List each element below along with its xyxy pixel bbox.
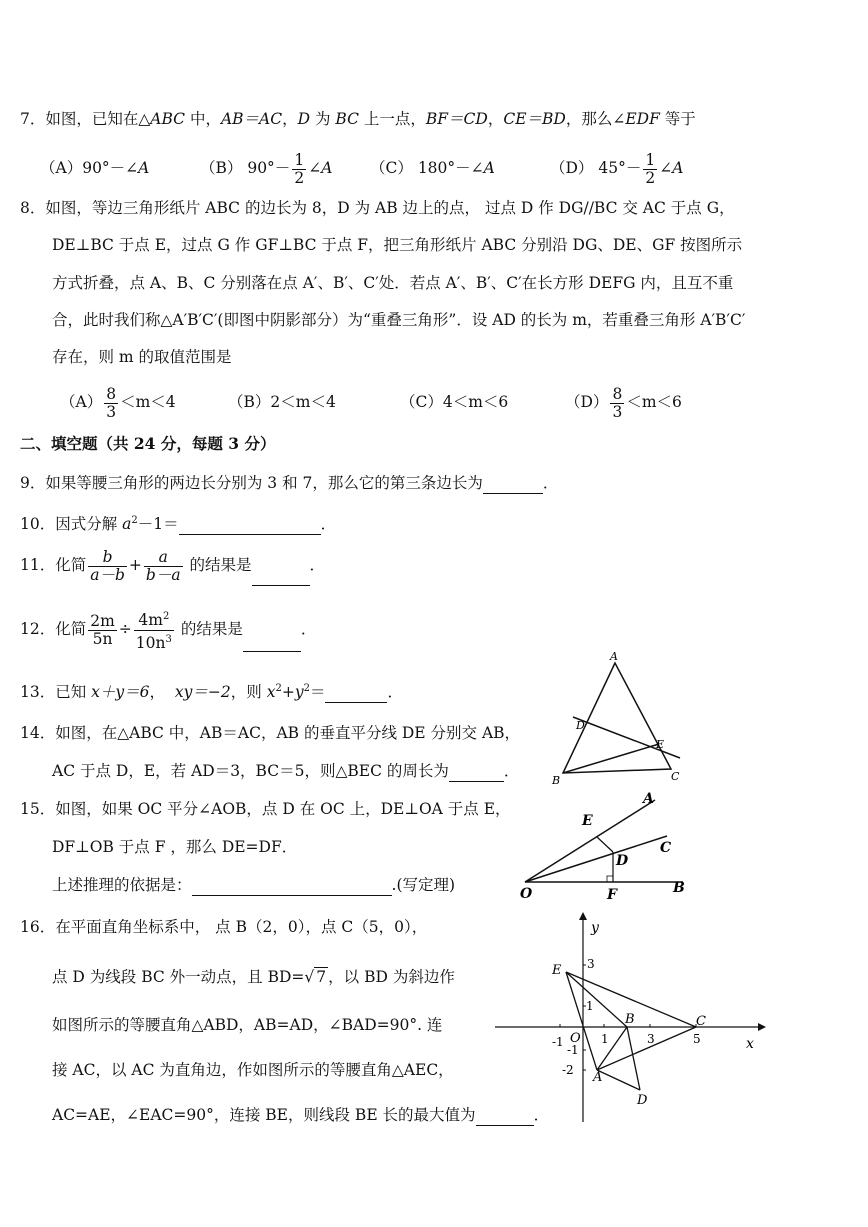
section-title: 二、填空题（共 24 分，每题 3 分）: [20, 434, 276, 453]
tick-1y: 1: [586, 999, 594, 1013]
q16-line-4: 接 AC，以 AC 为直角边，作如图所示的等腰直角△AEC，: [52, 1061, 454, 1079]
q8-option-b: （B）2＜m＜4: [228, 393, 336, 411]
tick-3x: 3: [647, 1032, 655, 1046]
q7-option-d: （D） 45°－ $\frac{1}{2}$ ∠A: [550, 150, 684, 187]
tick-neg1x: -1: [552, 1035, 564, 1049]
q12: 12．化简 $\frac{2m}{5n}$ ÷ $\frac{4m^2}{10n^3}$ 的结果是 ．: [20, 608, 316, 652]
tick-neg2: -2: [562, 1063, 574, 1077]
answer-blank: [252, 567, 310, 586]
answer-blank: [243, 633, 301, 652]
q7-stem: 7．如图，已知在△ABC 中，AB＝AC，D 为 BC 上一点，BF＝CD，CE＝BD，那么∠EDF 等于: [20, 110, 696, 128]
q11: 11．化简 $\frac{b}{a-b}$ + $\frac{a}{b-a}$ 的结果是 ．: [20, 544, 325, 586]
label-b: B: [552, 774, 561, 787]
label-y: y: [591, 920, 599, 936]
q8-line-5: 存在，则 m 的取值范围是: [52, 348, 232, 366]
label-c: C: [696, 1014, 706, 1029]
q8-line-4: 合，此时我们称△A′B′C′(即图中阴影部分）为“重叠三角形”．设 AD 的长为 m，若重叠三角形 A′B′C′: [52, 311, 746, 329]
label-e: E: [552, 963, 562, 978]
q7-option-c: （C） 180°－∠A: [370, 159, 495, 177]
q13: 13．已知 x＋y＝6， xy＝−2，则 $x^2+y^2=$ ．: [20, 683, 403, 702]
q8-line-1: 8．如图，等边三角形纸片 ABC 的边长为 8，D 为 AB 边上的点， 过点 D 作 DG//BC 交 AC 于点 G，: [20, 199, 735, 217]
q16-figure: [490, 910, 770, 1125]
q7-option-b: （B） 90°－ $\frac{1}{2}$ ∠A: [200, 150, 333, 187]
q7-options: [40, 150, 683, 187]
q16-line-2: 点 D 为线段 BC 外一动点，且 BD=√ 7 ，以 BD 为斜边作: [52, 968, 455, 986]
label-x: x: [746, 1036, 754, 1052]
q9: 9．如果等腰三角形的两边长分别为 3 和 7，那么它的第三条边长为 ．: [20, 474, 559, 492]
tick-1x: 1: [601, 1032, 609, 1046]
q8-line-2: DE⊥BC 于点 E，过点 G 作 GF⊥BC 于点 F，把三角形纸片 ABC 分别沿 DG、DE、GF 按图所示: [52, 236, 743, 254]
label-a: A: [643, 791, 654, 807]
q16-line-1: 16．在平面直角坐标系中， 点 B（2，0），点 C（5，0），: [20, 918, 428, 936]
answer-blank: [325, 684, 387, 703]
label-b: B: [625, 1012, 635, 1027]
label-c: C: [660, 840, 672, 856]
label-e: E: [582, 813, 593, 829]
q7-option-a: （A）90°－∠A: [40, 159, 150, 177]
q8-option-a: （A） $\frac{8}{3}$ ＜m＜4: [60, 384, 176, 421]
label-b: B: [673, 880, 685, 896]
answer-blank: [449, 763, 504, 782]
answer-blank: [483, 475, 543, 494]
answer-blank: [179, 516, 321, 535]
answer-blank: [192, 877, 392, 896]
q16-line-3: 如图所示的等腰直角△ABD，AB=AD，∠BAD=90°. 连: [52, 1016, 443, 1034]
label-d: D: [616, 853, 629, 869]
q15-line-3: 上述推理的依据是： .(写定理): [52, 876, 456, 894]
label-f: F: [607, 887, 617, 903]
q8-line-3: 方式折叠，点 A、B、C 分别落在点 A′、B′、C′处．若点 A′、B′、C′在长方形 DEFG 内，且互不重: [52, 274, 734, 292]
label-o: O: [520, 886, 533, 902]
q15-figure: [515, 790, 700, 905]
q14-line-1: 14．如图，在△ABC 中，AB＝AC，AB 的垂直平分线 DE 分别交 AB，: [20, 724, 521, 742]
label-d: D: [637, 1093, 648, 1108]
label-e: E: [656, 738, 665, 751]
label-d: D: [576, 719, 585, 732]
label-o: O: [570, 1031, 581, 1046]
label-a: A: [610, 650, 618, 663]
tick-3: 3: [587, 957, 595, 971]
q15-line-1: 15．如图，如果 OC 平分∠AOB，点 D 在 OC 上，DE⊥OA 于点 E，: [20, 800, 511, 818]
tick-5: 5: [693, 1032, 701, 1046]
q14-figure: [540, 645, 700, 795]
q10: 10．因式分解 $a^2-1=$ ．: [20, 515, 337, 534]
q15-line-2: DF⊥OB 于点 F ，那么 DE=DF．: [52, 838, 298, 856]
label-c: C: [671, 770, 680, 783]
q14-line-2: AC 于点 D，E，若 AD＝3，BC＝5，则△BEC 的周长为 ．: [52, 762, 520, 780]
label-a: A: [593, 1070, 603, 1085]
tick-neg1y: -1: [567, 1043, 579, 1057]
q8-option-d: （D） $\frac{8}{3}$ ＜m＜6: [565, 384, 682, 421]
q8-options: [60, 382, 682, 422]
q8-option-c: （C）4＜m＜6: [400, 393, 509, 411]
q16-line-5: AC=AE，∠EAC=90°，连接 BE，则线段 BE 长的最大值为 ．: [52, 1106, 550, 1124]
